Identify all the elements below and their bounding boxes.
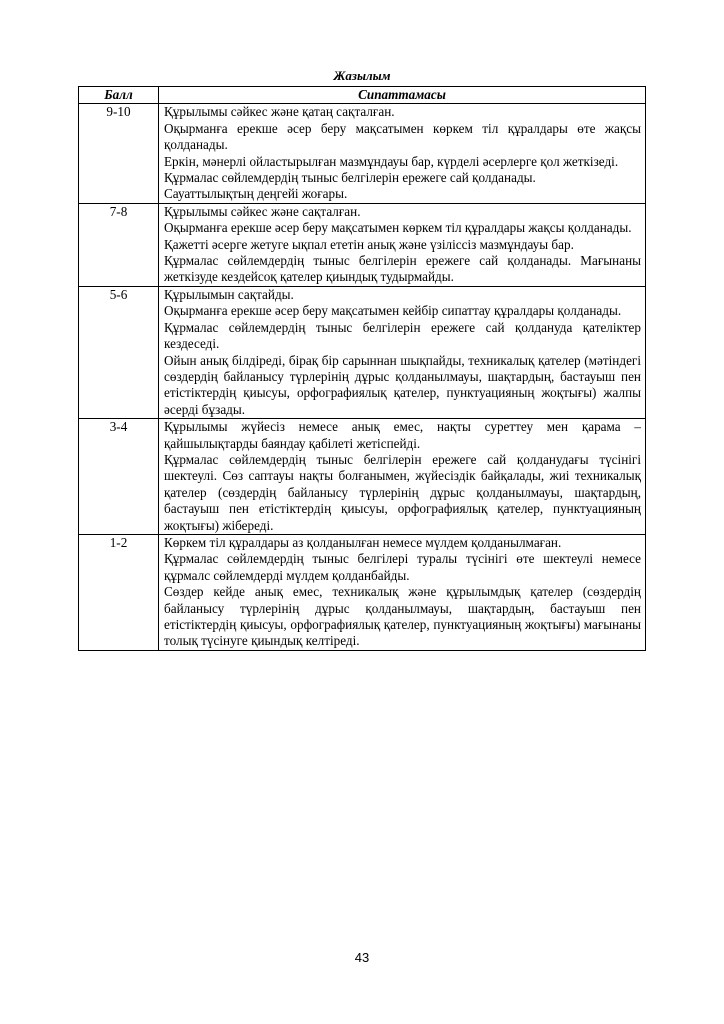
description-cell [159, 203, 646, 286]
description-line: Оқырманға ерекше әсер беру мақсатымен көркем тіл құралдары өте жақсы қолданады. [164, 120, 641, 153]
description-line: Көркем тіл құралдары аз қолданылған немесе мүлдем қолданылмаған. [164, 534, 562, 550]
score-cell: 1-2 [79, 534, 159, 650]
description-line: Құрылымы сәйкес және сақталған. [164, 203, 361, 219]
description-line: Құрылымы жүйесіз немесе анық емес, нақты суреттеу мен қарама – қайшылықтарды баяндау қабілеті жетіспейді. [164, 419, 641, 451]
description-line: Оқырманға ерекше әсер беру мақсатымен кейбір сипаттау құралдары қолданады. [164, 303, 622, 319]
description-line: Құрмалас сөйлемдердің тыныс белгілерін ережеге сай қолданады. Мағынаны жеткізуде кездейсоқ қателер қиындық тудырмайды. [164, 253, 641, 285]
description-line: Еркін, мәнерлі ойластырылған мазмұндауы бар, күрделі әсерлерге қол жеткізеді. [164, 153, 619, 169]
score-cell: 5-6 [79, 286, 159, 418]
score-cell: 9-10 [79, 104, 159, 203]
description-cell [159, 534, 646, 650]
table-header-row [79, 87, 646, 104]
score-cell: 3-4 [79, 419, 159, 535]
table-row [79, 203, 646, 286]
description-line: Сөздер кейде анық емес, техникалық және құрылымдық қателер (сөздердің байланысу түрлерінің дұрыс қолданылмауы, шақтардың, бастауыш пен етістіктердің қиысуы, орфографиялық қателер, пунктуацияның жоқтығы) мағынаны толық түсінуге қиындық келтіреді. [164, 584, 641, 649]
description-line: Ойын анық білдіреді, бірақ бір сарыннан шықпайды, техникалық қателер (мәтіндегі сөздердің байланысу түрлерінің дұрыс қолданылмауы, шақтардың, бастауыш пен етістіктердің қиысуы, орфографиялық қателер, пунктуацияның жоқтығы) жалпы әсерді бұзады. [164, 352, 641, 417]
score-cell: 7-8 [79, 203, 159, 286]
table-row [79, 104, 646, 203]
description-line: Құрмалас сөйлемдердің тыныс белгілері туралы түсінігі өте шектеулі немесе құрмалс сөйлемдерді мүлдем қолданбайды. [164, 551, 641, 583]
score-column-header: Балл [79, 87, 159, 104]
table-row [79, 419, 646, 535]
table-row [79, 286, 646, 418]
description-line: Қажетті әсерге жетуге ықпал ететін анық және үзіліссіз мазмұндауы бар. [164, 236, 574, 252]
description-line: Оқырманға ерекше әсер беру мақсатымен көркем тіл құралдары жақсы қолданады. [164, 220, 632, 236]
description-cell [159, 286, 646, 418]
table-row [79, 534, 646, 650]
document-title: Жазылым [333, 68, 391, 83]
page-number: 43 [354, 950, 370, 965]
description-line: Құрмалас сөйлемдердің тыныс белгілерін ережеге сай қолданады. [164, 170, 536, 186]
description-line: Құрмалас сөйлемдердің тыныс белгілерін ережеге сай қолданудағы түсінігі шектеулі. Сөз саптауы нақты болғанымен, жүйесіздік байқалады, жиі техникалық қателер (сөздердің байланысу түрлерінің дұрыс қолданылмауы, шақтардың, бастауыш пен етістіктердің қиысуы, орфографиялық қателер, пунктуацияның жоқтығы) жібереді. [164, 451, 641, 533]
description-line: Сауаттылықтың деңгейі жоғары. [164, 186, 348, 202]
description-line: Құрмалас сөйлемдердің тыныс белгілерін ережеге сай қолдануда қателіктер кездеседі. [164, 319, 641, 352]
description-cell [159, 104, 646, 203]
description-column-header: Сипаттамасы [159, 87, 646, 104]
description-line: Құрылымын сақтайды. [164, 286, 294, 302]
rubric-table [78, 86, 646, 651]
description-line: Құрылымы сәйкес және қатаң сақталған. [164, 104, 395, 120]
description-cell [159, 419, 646, 535]
